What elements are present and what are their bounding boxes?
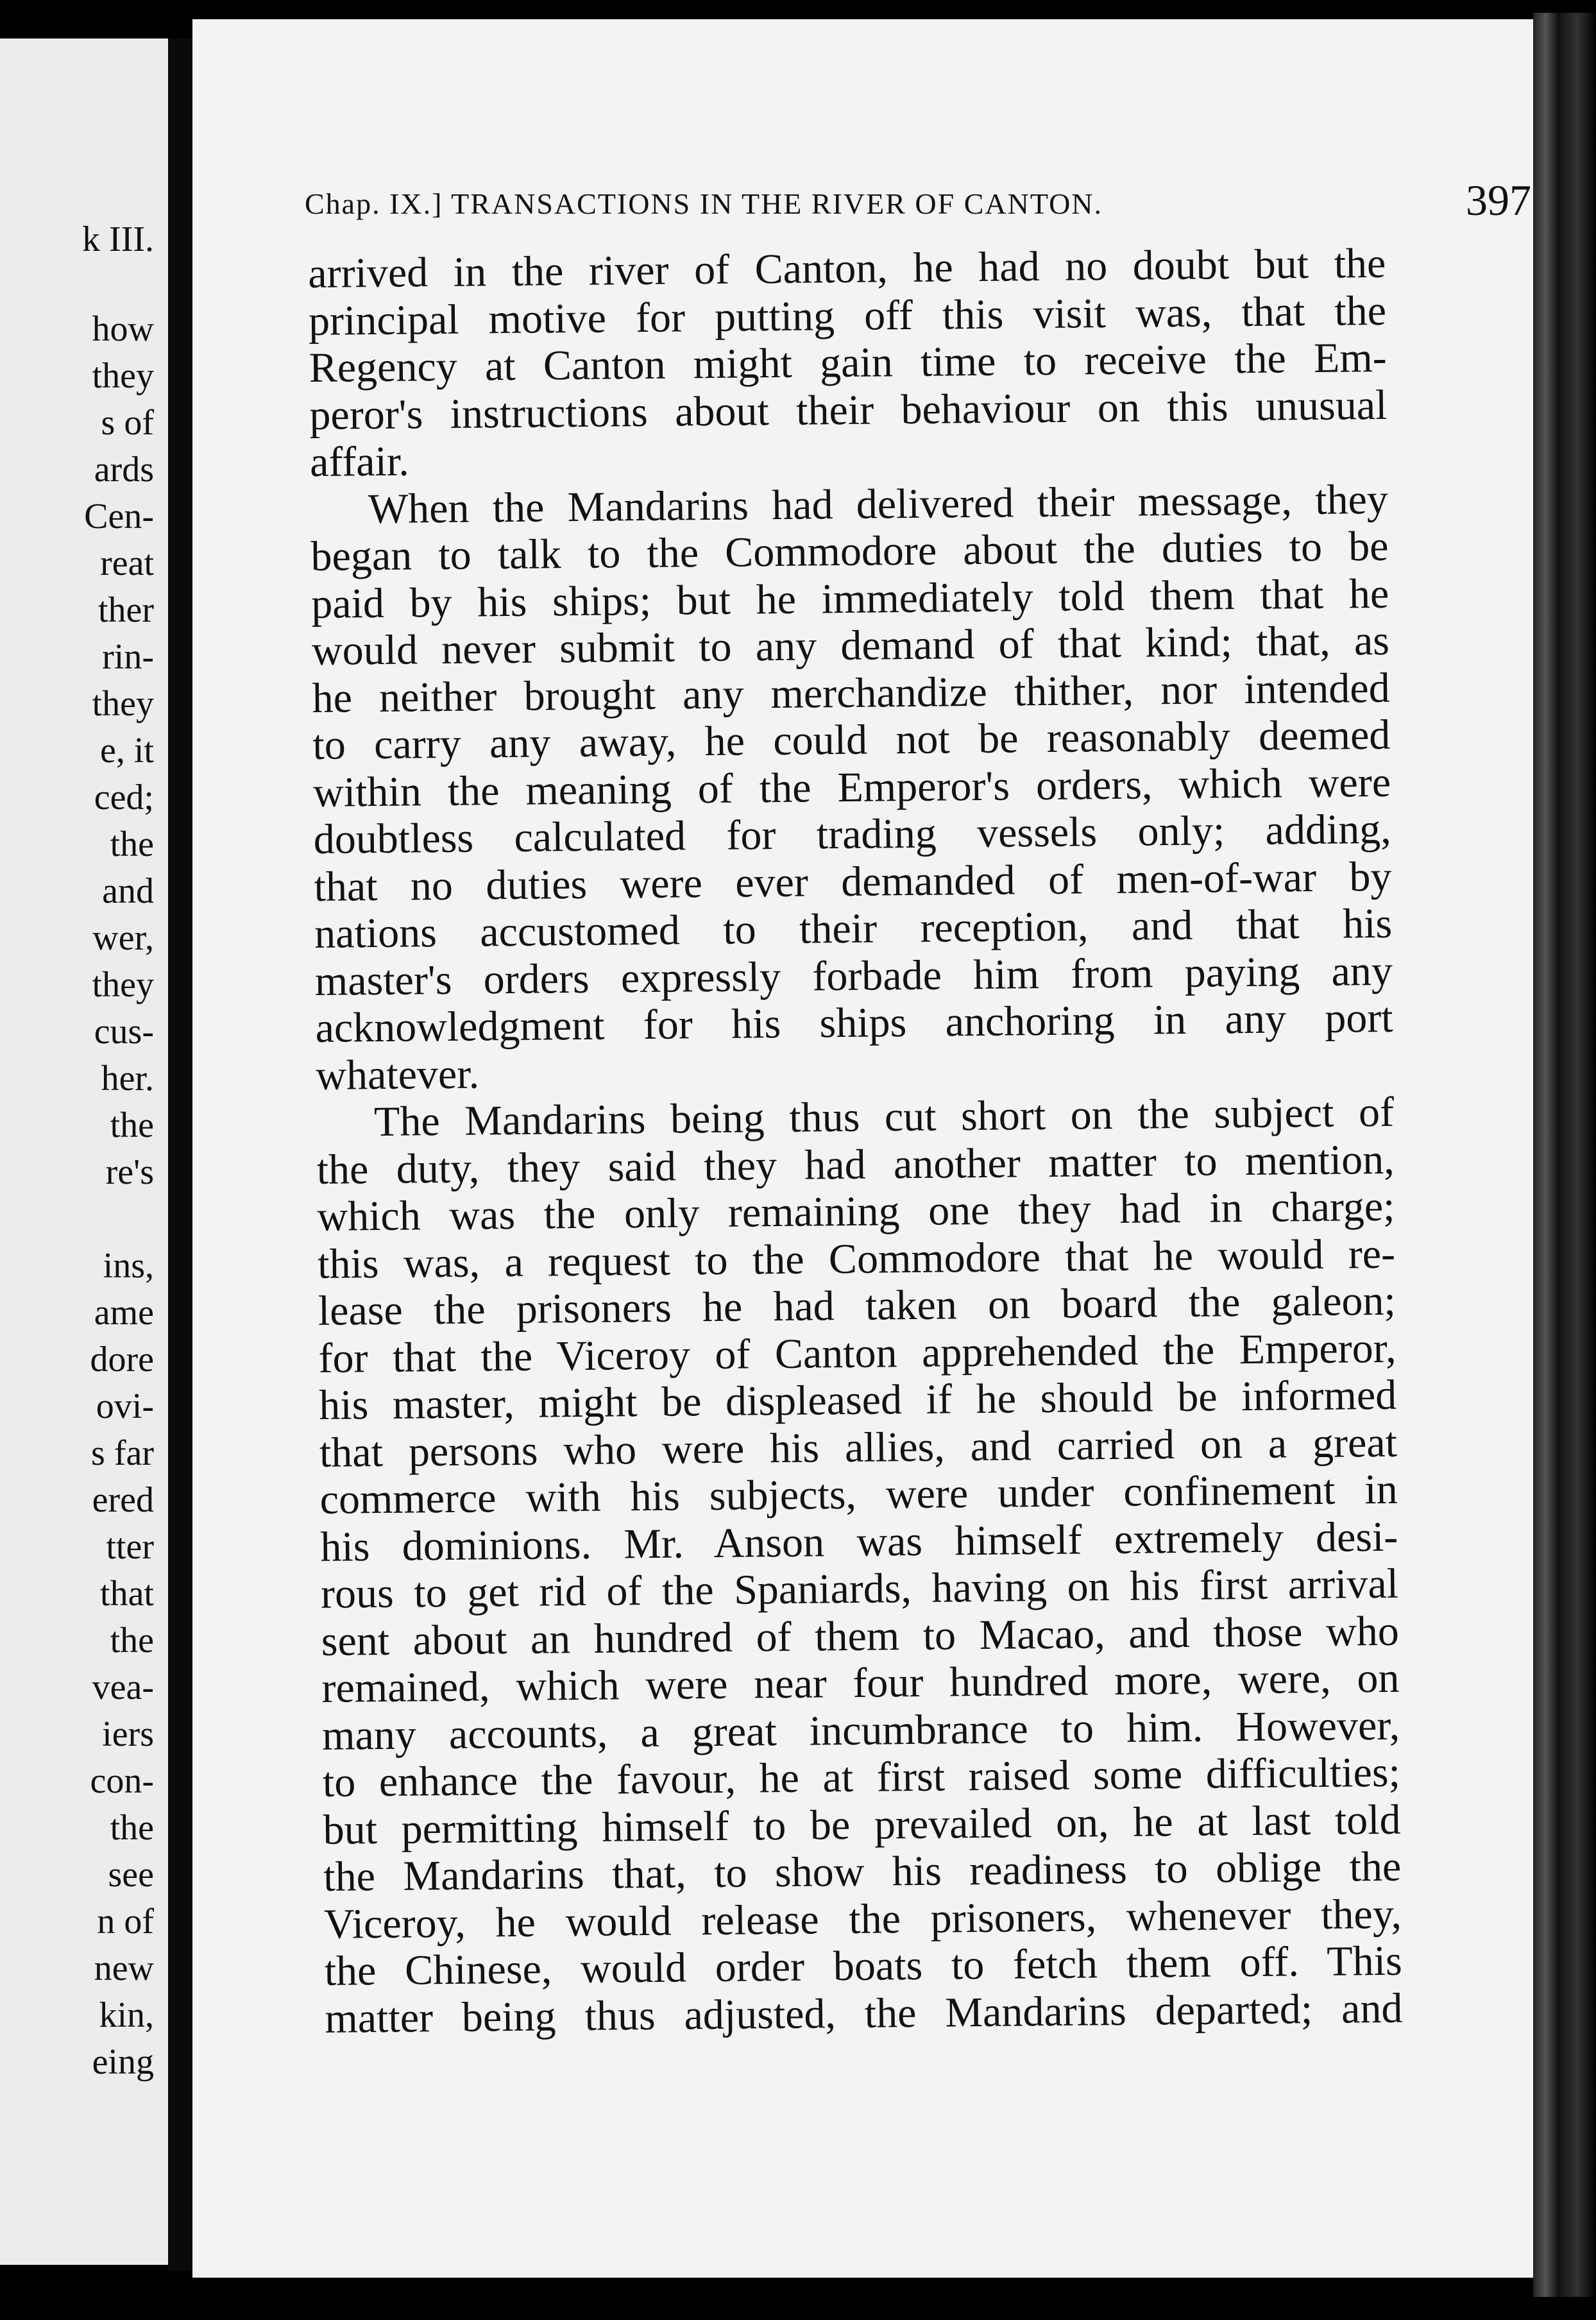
- text-line: sent about an hundred of them to Macao, and those who: [321, 1607, 1400, 1665]
- facing-page-line: ins,: [103, 1246, 154, 1286]
- facing-page-line: her.: [101, 1059, 154, 1098]
- facing-page-line: con-: [90, 1761, 154, 1801]
- text-line: acknowledgment for his ships anchoring in any port: [315, 994, 1393, 1052]
- facing-page-line: how: [92, 309, 154, 349]
- facing-page-line: cus-: [94, 1012, 154, 1052]
- page-number: 397: [1466, 176, 1531, 225]
- text-line: the Mandarins that, to show his readiness to oblige the: [323, 1843, 1402, 1900]
- text-line: that persons who were his allies, and carried on a great: [319, 1419, 1398, 1476]
- text-line: doubtless calculated for trading vessels only; adding,: [313, 805, 1392, 863]
- facing-page-line: ards: [94, 450, 154, 490]
- body-text: [308, 240, 1403, 2042]
- text-line: that no duties were ever demanded of men-of-war by: [314, 853, 1392, 910]
- facing-page-line: rin-: [102, 637, 154, 677]
- text-line: began to talk to the Commodore about the duties to be: [310, 522, 1389, 580]
- book-gutter: [168, 38, 192, 2271]
- text-line: within the meaning of the Emperor's orders, which were: [312, 758, 1391, 816]
- facing-page-line: the: [110, 824, 154, 864]
- facing-page-line: the: [110, 1105, 154, 1145]
- facing-page-line: that: [100, 1574, 154, 1614]
- facing-page-fragment: [0, 38, 168, 2265]
- facing-page-line: wer,: [92, 918, 154, 958]
- facing-page-line: reat: [100, 543, 154, 583]
- text-line: the duty, they said they had another matter to mention,: [316, 1136, 1395, 1193]
- facing-page-line: vea-: [92, 1668, 154, 1707]
- facing-page-line: and: [102, 871, 154, 911]
- facing-page-line: the: [110, 1808, 154, 1848]
- facing-page-line: kin,: [99, 1995, 154, 2035]
- page-header: [305, 170, 1533, 228]
- text-line: the Chinese, would order boats to fetch them off. This: [324, 1937, 1403, 1995]
- text-line: rous to get rid of the Spaniards, having on his first arrival: [320, 1560, 1399, 1617]
- text-line: paid by his ships; but he immediately told them that he: [310, 570, 1389, 627]
- text-line: whatever.: [315, 1050, 480, 1099]
- text-line: would never submit to any demand of that kind; that, as: [311, 617, 1390, 674]
- text-line: but permitting himself to be prevailed on, he at last told: [323, 1796, 1401, 1854]
- facing-page-line: they: [92, 356, 154, 396]
- text-line: lease the prisoners he had taken on board the galeon;: [318, 1277, 1396, 1335]
- facing-page-line: new: [94, 1949, 154, 1988]
- facing-page-line: eing: [92, 2042, 154, 2082]
- facing-page-line: they: [92, 965, 154, 1005]
- book-page: [192, 19, 1533, 2278]
- text-line: for that the Viceroy of Canton apprehended the Emperor,: [318, 1324, 1396, 1382]
- text-line: matter being thus adjusted, the Mandarins departed; and: [325, 1984, 1403, 2042]
- facing-page-line: they: [92, 684, 154, 724]
- text-line: nations accustomed to their reception, and that his: [314, 900, 1393, 957]
- facing-page-line: ovi-: [96, 1386, 154, 1426]
- facing-page-line: Cen-: [84, 497, 154, 536]
- facing-page-line: s far: [91, 1433, 154, 1473]
- text-line: When the Mandarins had delivered their message, they: [368, 475, 1389, 533]
- text-line: this was, a request to the Commodore that he would re-: [317, 1230, 1396, 1288]
- text-line: remained, which were near four hundred more, were, on: [321, 1654, 1400, 1712]
- page-edge: [1533, 13, 1596, 2297]
- text-line: which was the only remaining one they had in charge;: [317, 1182, 1395, 1240]
- facing-page-line: n of: [97, 1902, 154, 1941]
- text-line: Regency at Canton might gain time to receive the Em-: [309, 334, 1388, 391]
- running-head: Chap. IX.] TRANSACTIONS IN THE RIVER OF CANTON.: [305, 187, 1103, 220]
- text-line: affair.: [309, 438, 410, 486]
- facing-page-line: ced;: [94, 778, 154, 817]
- facing-page-line: the: [110, 1621, 154, 1660]
- facing-page-line: ame: [94, 1293, 154, 1333]
- facing-page-line: see: [108, 1855, 154, 1895]
- facing-page-line: iers: [102, 1714, 154, 1754]
- text-line: principal motive for putting off this visit was, that the: [308, 287, 1387, 345]
- text-line: many accounts, a great incumbrance to him. However,: [321, 1702, 1400, 1759]
- text-line: his dominions. Mr. Anson was himself extremely desi-: [320, 1513, 1398, 1571]
- text-line: he neither brought any merchandize thither, nor intended: [312, 664, 1390, 722]
- text-line: master's orders expressly forbade him from paying any: [314, 947, 1393, 1005]
- text-line: peror's instructions about their behaviour on this unusual: [309, 381, 1388, 439]
- text-line: his master, might be displeased if he should be informed: [318, 1371, 1397, 1429]
- text-line: The Mandarins being thus cut short on the subject of: [373, 1088, 1395, 1146]
- text-line: Viceroy, he would release the prisoners, whenever they,: [323, 1890, 1402, 1948]
- facing-page-line: ther: [98, 590, 154, 630]
- facing-page-line: re's: [105, 1152, 154, 1192]
- facing-page-line: s of: [101, 403, 154, 443]
- text-line: to carry any away, he could not be reasonably deemed: [312, 711, 1391, 769]
- text-line: to enhance the favour, he at first raised some difficulties;: [322, 1748, 1401, 1806]
- facing-page-line: e, it: [100, 731, 154, 771]
- facing-page-line: ered: [92, 1480, 154, 1520]
- facing-page-line: dore: [90, 1340, 154, 1379]
- text-line: arrived in the river of Canton, he had no doubt but the: [308, 239, 1386, 297]
- facing-page-line: k III.: [82, 219, 154, 259]
- text-line: commerce with his subjects, were under confinement in: [319, 1465, 1398, 1523]
- facing-page-line: tter: [106, 1527, 154, 1567]
